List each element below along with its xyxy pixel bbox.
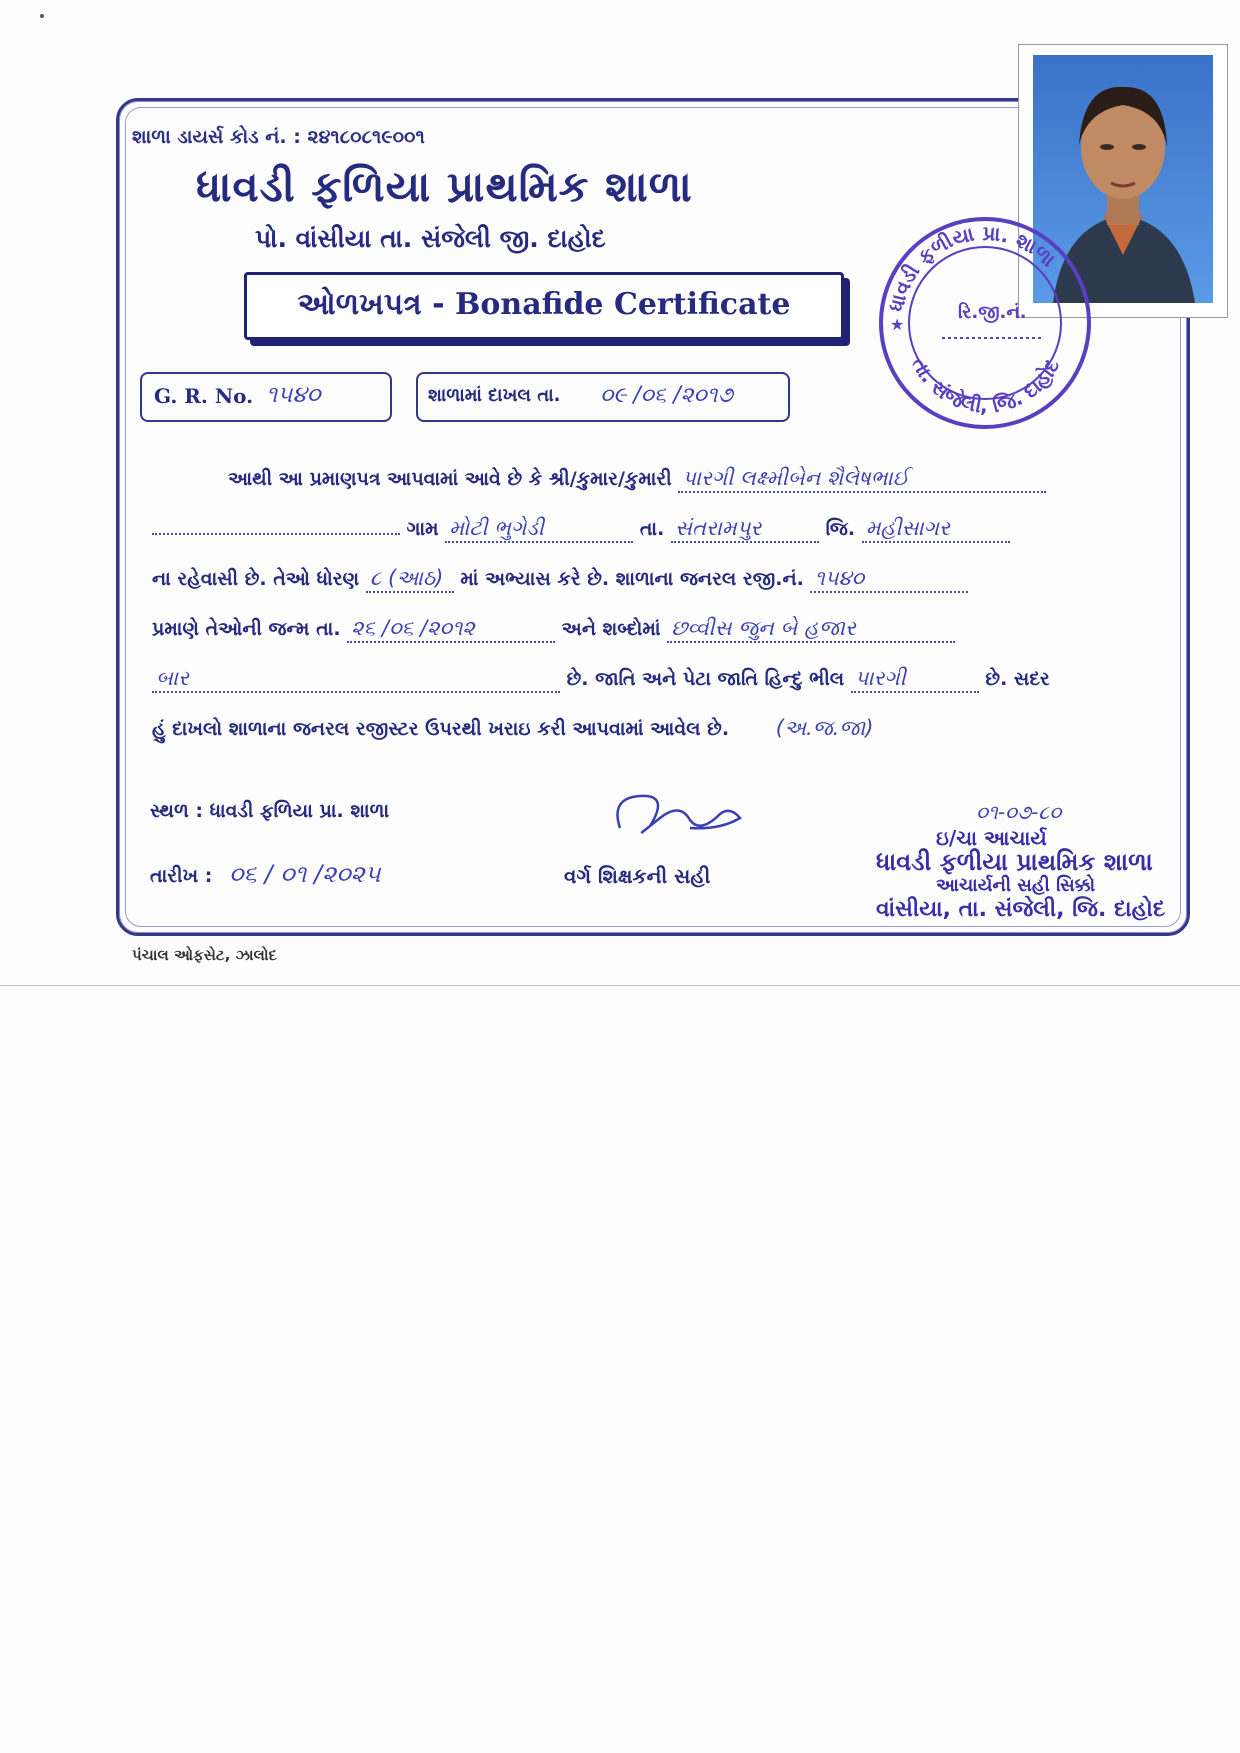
school-code: શાળા ડાયર્સ કોડ નં. : ૨૪૧૮૦૮૧૯૦૦૧ bbox=[132, 126, 425, 148]
certificate-title bbox=[247, 287, 841, 322]
village-value: મોટી ભુગેડી bbox=[449, 516, 544, 540]
school-name: ધાવડી ફળિયા પ્રાથમિક શાળા bbox=[196, 162, 693, 211]
caste-value: પારગી bbox=[854, 666, 906, 690]
student-name: પારગી લક્ષ્મીબેન શૈલેષભાઈ bbox=[682, 466, 909, 490]
body-line-1: આથી આ પ્રમાણપત્ર આપવામાં આવે છે કે શ્રી/કુમાર/કુમારી પારગી લક્ષ્મીબેન શૈલેષભાઈ bbox=[152, 466, 1152, 493]
stamp-bottom-text: તા. સંજેલી, જિ. દાહોદ bbox=[907, 353, 1065, 418]
admission-date-box bbox=[416, 372, 790, 422]
speck bbox=[40, 14, 44, 18]
svg-text:★: ★ bbox=[890, 315, 905, 334]
principal-stamp bbox=[876, 850, 1165, 922]
gr-label: G. R. No. bbox=[154, 384, 254, 408]
place: સ્થળ : ધાવડી ફળિયા પ્રા. શાળા bbox=[150, 800, 390, 822]
principal-stamp-line-1: ધાવડી ફળીયા પ્રાથમિક શાળા bbox=[876, 848, 1153, 876]
gr-value: ૧૫૪૦ bbox=[266, 382, 321, 408]
register-number-value: ૧૫૪૦ bbox=[814, 566, 865, 590]
teacher-signature-label: વર્ગ શિક્ષકની સહી bbox=[564, 864, 711, 888]
certificate-title-box bbox=[244, 272, 844, 340]
body-line-6: હું દાખલો શાળાના જનરલ રજીસ્ટર ઉપરથી ખરાઇ કરી આપવામાં આવેલ છે. (અ.જ.જા) bbox=[152, 716, 874, 740]
printer-name: પંચાલ ઓફસેટ, ઝાલોદ bbox=[132, 946, 278, 964]
principal-label: ઇ/ચા આચાર્ય bbox=[936, 826, 1047, 850]
birth-date-words: છવ્વીસ જુન બે હજાર bbox=[671, 616, 856, 640]
category-note: (અ.જ.જા) bbox=[775, 716, 874, 740]
school-address: પો. વાંસીયા તા. સંજેલી જી. દાહોદ bbox=[255, 224, 606, 253]
birth-date-value: ૨૬ /૦૬ /૨૦૧૨ bbox=[351, 616, 475, 640]
title-gujarati: ઓળખપત્ર bbox=[297, 287, 422, 322]
date-value: ૦૬ / ૦૧ /૨૦૨૫ bbox=[228, 860, 381, 888]
title-english: Bonafide Certificate bbox=[455, 287, 791, 322]
gr-number-box bbox=[140, 372, 392, 422]
page-edge-line bbox=[0, 985, 1240, 986]
district-value: મહીસાગર bbox=[865, 516, 950, 540]
stamp-top-text: ધાવડી ફળીયા પ્રા. શાળા bbox=[883, 220, 1061, 314]
body-line-4: પ્રમાણે તેઓની જન્મ તા. ૨૬ /૦૬ /૨૦૧૨ અને શબ્દોમાં છવ્વીસ જુન બે હજાર bbox=[152, 616, 1152, 643]
standard-value: ૮ (આઠ) bbox=[369, 566, 444, 590]
body-line-2: ગામ મોટી ભુગેડી તા. સંતરામપુર જિ. મહીસાગર bbox=[152, 516, 1152, 543]
date: તારીખ : ૦૬ / ૦૧ /૨૦૨૫ bbox=[150, 860, 381, 888]
taluka-value: સંતરામપુર bbox=[674, 516, 762, 540]
principal-note: ૦૧-૦૭-૮૦ bbox=[976, 800, 1062, 824]
body-line-3: ના રહેવાસી છે. તેઓ ધોરણ ૮ (આઠ) માં અભ્યાસ કરે છે. શાળાના જનરલ રજી.નં. ૧૫૪૦ bbox=[152, 566, 1152, 593]
title-separator: - bbox=[421, 287, 456, 322]
teacher-signature bbox=[600, 778, 760, 848]
svg-text:તા. સંજેલી, જિ. દાહોદ bbox=[907, 353, 1064, 417]
school-round-stamp bbox=[872, 210, 1098, 436]
principal-stamp-line-2: આચાર્યની સહી સિક્કો bbox=[936, 875, 1096, 896]
stamp-mid-text: રિ.જી.નં. bbox=[958, 302, 1027, 323]
body-line-5: બાર છે. જાતિ અને પેટા જાતિ હિન્દુ ભીલ પારગી છે. સદર bbox=[152, 666, 1152, 693]
birth-year-words: બાર bbox=[156, 666, 189, 690]
admission-value: ૦૯ /૦૬ /૨૦૧૭ bbox=[600, 383, 733, 408]
principal-stamp-line-3: વાંસીયા, તા. સંજેલી, જિ. દાહોદ bbox=[876, 897, 1166, 922]
admission-label: શાળામાં દાખલ તા. bbox=[428, 385, 561, 406]
svg-text:ધાવડી ફળીયા પ્રા. શાળા bbox=[884, 221, 1061, 314]
